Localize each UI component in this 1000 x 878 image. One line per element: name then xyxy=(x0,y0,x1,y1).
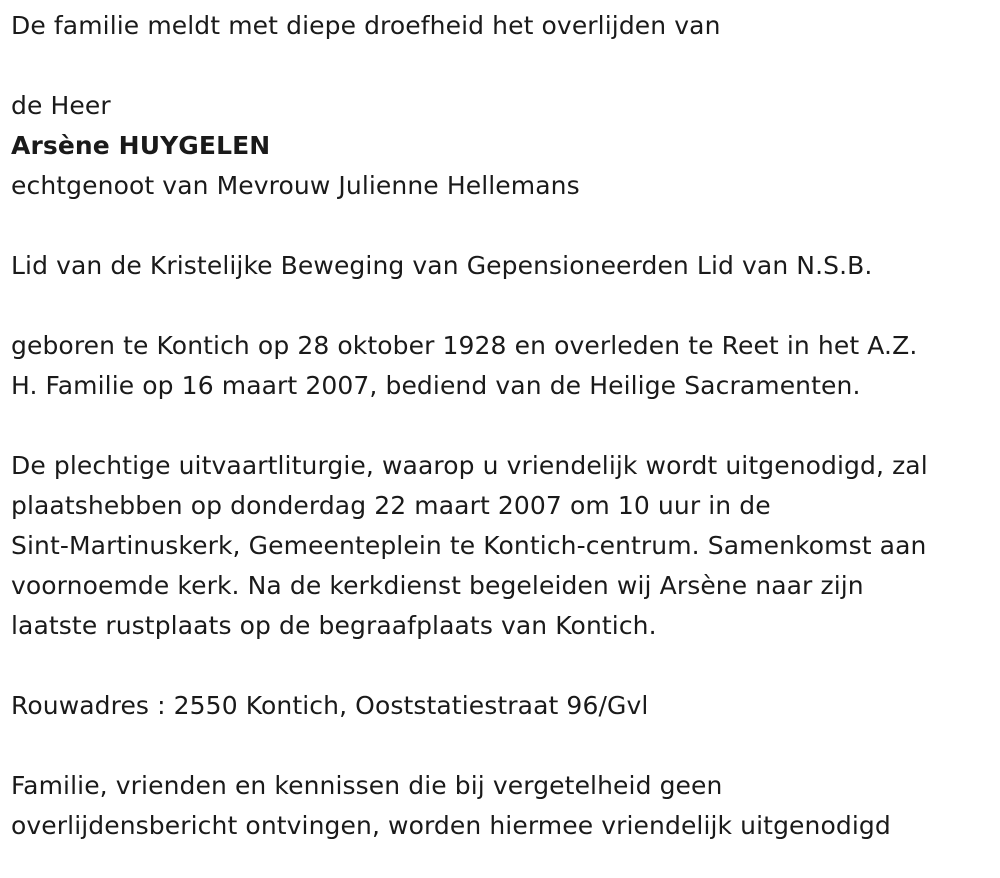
memberships-text: Lid van de Kristelijke Beweging van Gepensioneerden Lid van N.S.B. xyxy=(11,251,873,280)
spacer xyxy=(11,646,991,686)
funeral-line: plaatshebben op donderdag 22 maart 2007 om 10 uur in de xyxy=(11,491,771,520)
funeral-line: De plechtige uitvaartliturgie, waarop u vriendelijk wordt uitgenodigd, zal xyxy=(11,451,928,480)
mourning-address: Rouwadres : 2550 Kontich, Ooststatiestraat 96/Gvl xyxy=(11,691,649,720)
spouse-text: echtgenoot van Mevrouw Julienne Hellemans xyxy=(11,171,580,200)
closing-line: overlijdensbericht ontvingen, worden hiermee vriendelijk uitgenodigd xyxy=(11,811,891,840)
spacer xyxy=(11,286,991,326)
spacer xyxy=(11,206,991,246)
closing-line: Familie, vrienden en kennissen die bij vergetelheid geen xyxy=(11,771,723,800)
obituary-notice xyxy=(11,6,991,846)
funeral-line: voornoemde kerk. Na de kerkdienst begeleiden wij Arsène naar zijn xyxy=(11,571,864,600)
funeral-line: laatste rustplaats op de begraafplaats van Kontich. xyxy=(11,611,657,640)
deceased-name: Arsène HUYGELEN xyxy=(11,131,271,160)
honorific: de Heer xyxy=(11,91,111,120)
funeral-line: Sint-Martinuskerk, Gemeenteplein te Kontich-centrum. Samenkomst aan xyxy=(11,531,927,560)
birth-death-line: geboren te Kontich op 28 oktober 1928 en overleden te Reet in het A.Z. xyxy=(11,331,918,360)
birth-death-line: H. Familie op 16 maart 2007, bediend van de Heilige Sacramenten. xyxy=(11,371,861,400)
spacer xyxy=(11,726,991,766)
spacer xyxy=(11,46,991,86)
intro-text: De familie meldt met diepe droefheid het overlijden van xyxy=(11,11,721,40)
spacer xyxy=(11,406,991,446)
